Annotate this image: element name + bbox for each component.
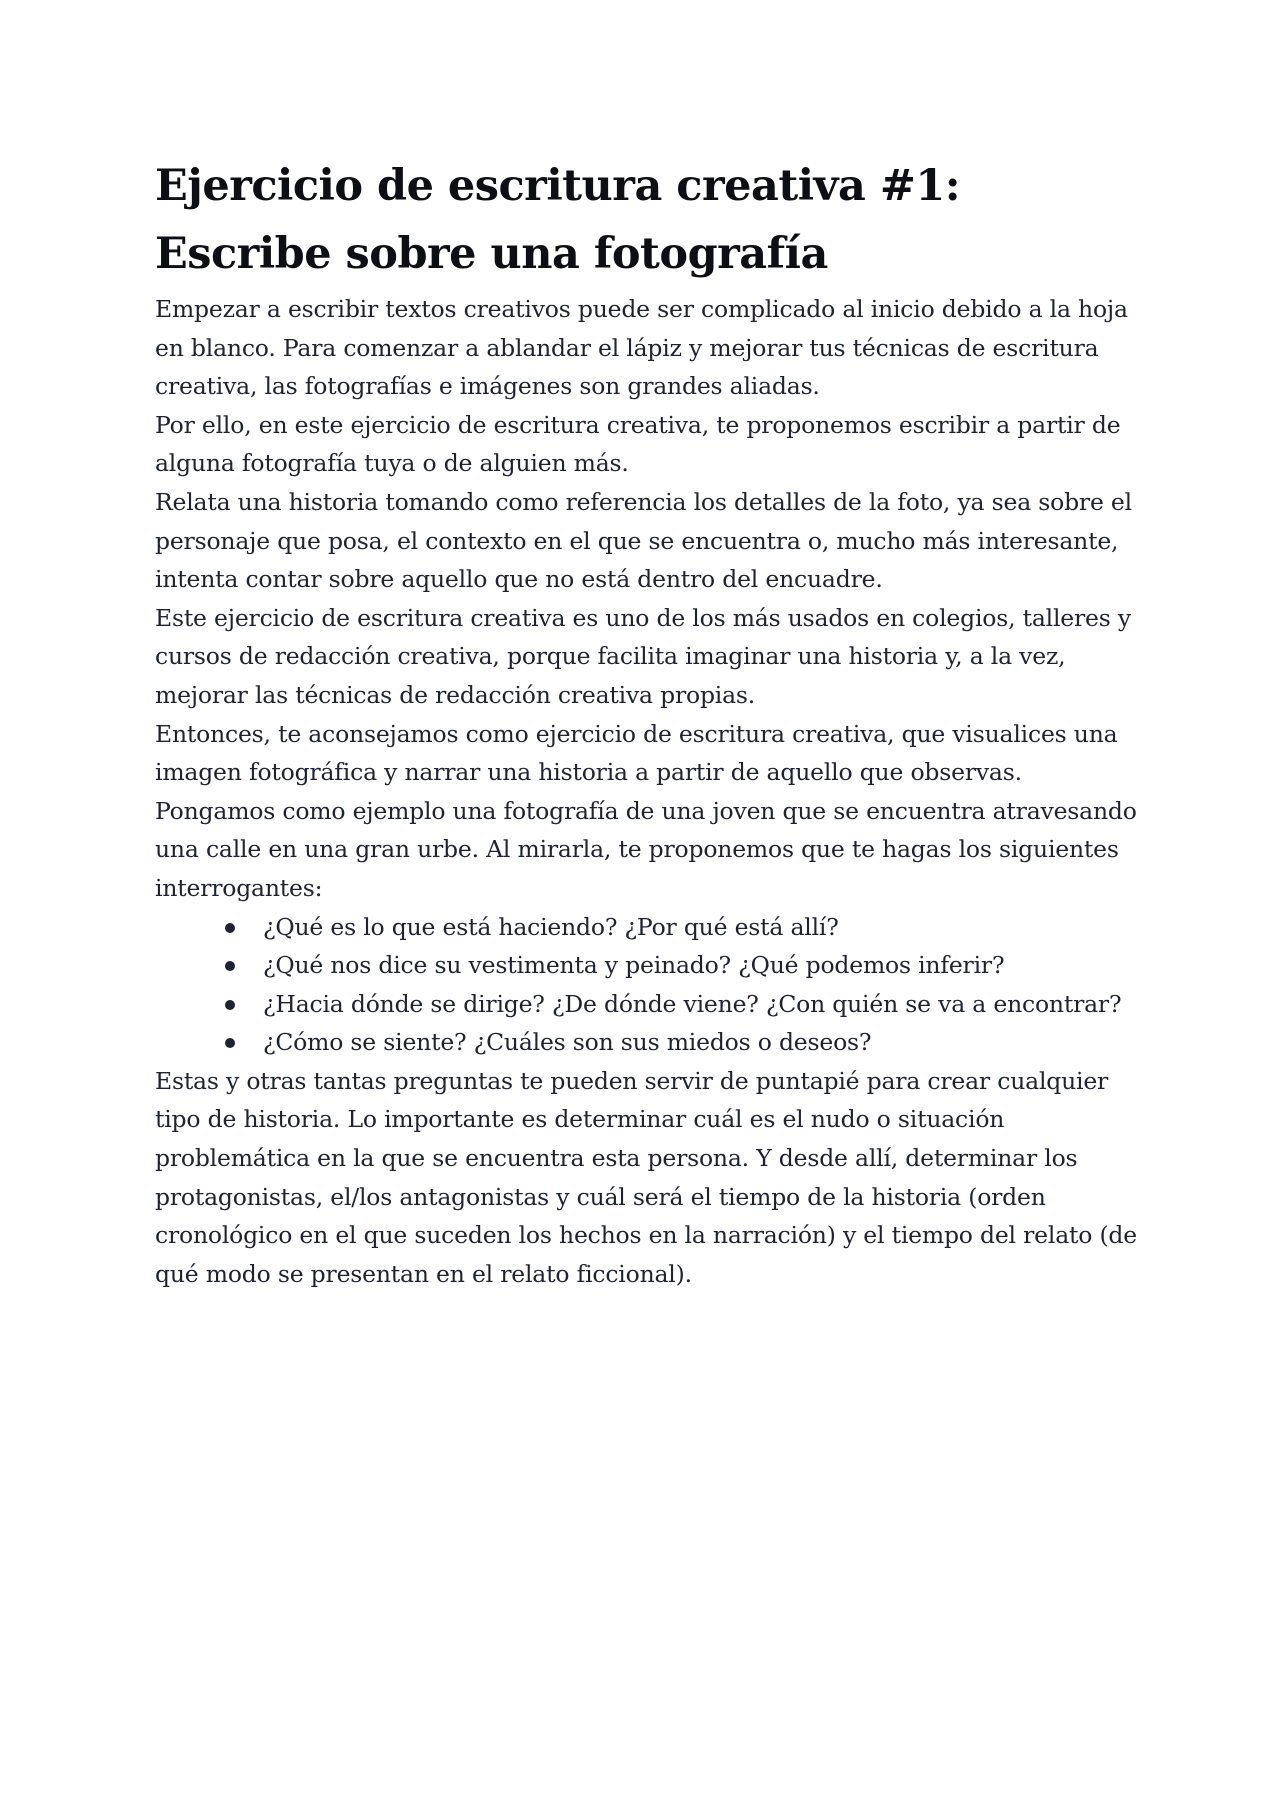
bullet-icon: [225, 1038, 235, 1048]
paragraph-relate: Relata una historia tomando como referencia los detalles de la foto, ya sea sobre el personaje que posa, el contexto en el que se encuentra o, mucho más interesante, intenta contar sobre aquello que no está dentro del encuadre.: [155, 487, 1132, 594]
list-item-text: ¿Qué es lo que está haciendo? ¿Por qué está allí?: [263, 912, 839, 941]
list-item: [263, 946, 1140, 985]
paragraph-purpose: Por ello, en este ejercicio de escritura creativa, te proponemos escribir a partir de alguna fotografía tuya o de alguien más.: [155, 410, 1121, 478]
paragraph-advice: Entonces, te aconsejamos como ejercicio de escritura creativa, que visualices una imagen fotográfica y narrar una historia a partir de aquello que observas. Pongamos como ejemplo una fotografía de una joven que se encuentra atravesando una calle en una gran urbe. Al mirarla, te proponemos que te hagas los siguientes interrogantes:: [155, 719, 1137, 902]
list-item: [263, 1023, 1140, 1062]
list-item-text: ¿Qué nos dice su vestimenta y peinado? ¿Qué podemos inferir?: [263, 951, 1005, 980]
list-item: [263, 908, 1140, 947]
list-item-text: ¿Cómo se siente? ¿Cuáles son sus miedos o deseos?: [263, 1028, 872, 1057]
document-title: Ejercicio de escritura creativa #1: Escribe sobre una fotografía: [155, 161, 961, 279]
paragraph-usage: Este ejercicio de escritura creativa es uno de los más usados en colegios, talleres y cursos de redacción creativa, porque facilita imaginar una historia y, a la vez, mejorar las técnicas de redacción creativa propias.: [155, 603, 1131, 709]
bullet-icon: [225, 961, 235, 971]
list-item: [263, 985, 1140, 1024]
document-page: [155, 152, 1140, 1293]
list-item-text: ¿Hacia dónde se dirige? ¿De dónde viene? ¿Con quién se va a encontrar?: [263, 989, 1122, 1018]
bullet-icon: [225, 923, 235, 933]
paragraph-intro: Empezar a escribir textos creativos puede ser complicado al inicio debido a la hoja en blanco. Para comenzar a ablandar el lápiz y mejorar tus técnicas de escritura creativa, las fotografías e imágenes son grandes aliadas.: [155, 295, 1128, 401]
bullet-icon: [225, 1000, 235, 1010]
paragraph-conclusion: Estas y otras tantas preguntas te pueden servir de puntapié para crear cualquier tipo de historia. Lo importante es determinar cuál es el nudo o situación problemática en la que se encuentra esta persona. Y desde allí, determinar los protagonistas, el/los antagonistas y cuál será el tiempo de la historia (orden cronológico en el que suceden los hechos en la narración) y el tiempo del relato (de qué modo se presentan en el relato ficcional).: [155, 1066, 1137, 1288]
question-list: [155, 908, 1140, 1062]
